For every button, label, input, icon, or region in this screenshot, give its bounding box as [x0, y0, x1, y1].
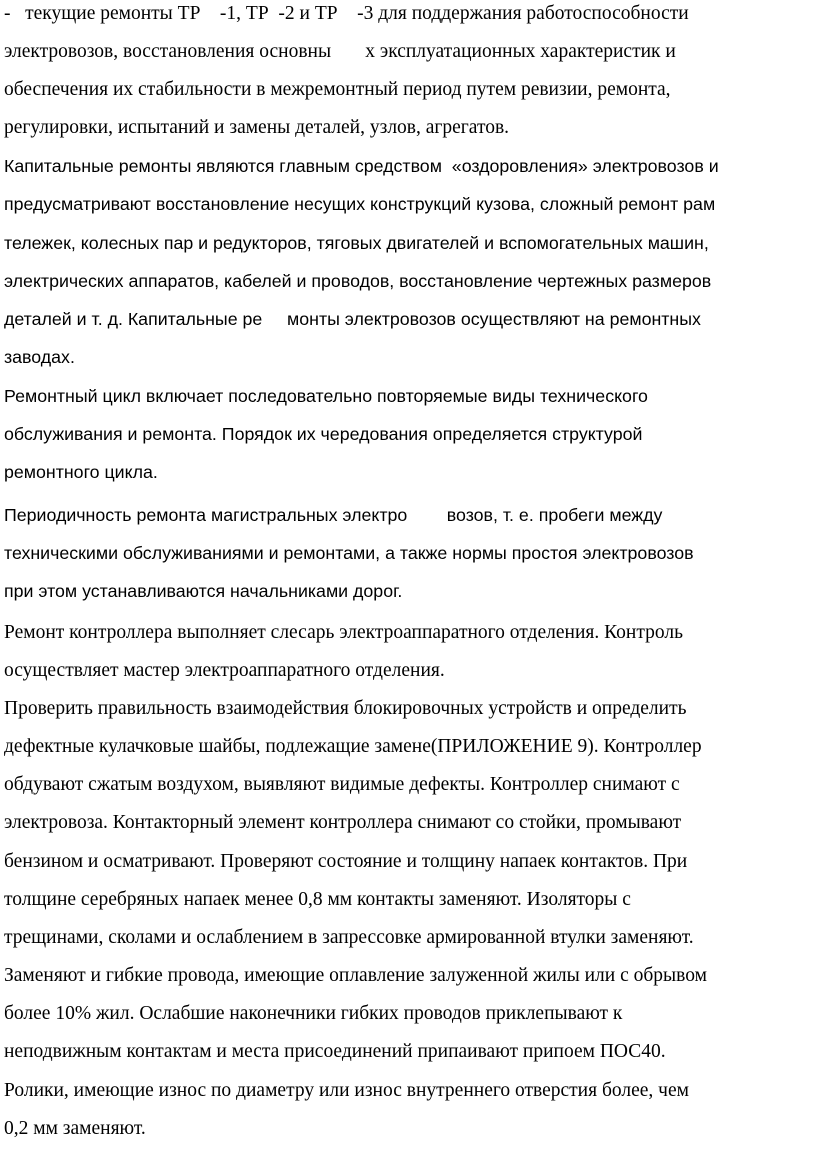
text-line: электровозов, восстановления основны х эксплуатационных характеристик и [4, 41, 676, 62]
text-line: электрических аппаратов, кабелей и проводов, восстановление чертежных размеров [4, 271, 712, 291]
text-line: электровоза. Контакторный элемент контроллера снимают со стойки, промывают [4, 812, 682, 833]
text-line: Заменяют и гибкие провода, имеющие оплавление залуженной жилы или с обрывом [4, 965, 707, 986]
text-line: Ремонтный цикл включает последовательно повторяемые виды технического [4, 386, 648, 406]
text-line: ремонтного цикла. [4, 462, 158, 482]
text-line: неподвижным контактам и места присоединений припаивают припоем ПОС40. [4, 1041, 666, 1062]
text-line: обеспечения их стабильности в межремонтный период путем ревизии, ремонта, [4, 79, 671, 100]
text-line: заводах. [4, 347, 75, 367]
text-line: при этом устанавливаются начальниками дорог. [4, 581, 403, 601]
text-line: техническими обслуживаниями и ремонтами, а также нормы простоя электровозов [4, 543, 694, 563]
text-line: Капитальные ремонты являются главным средством «оздоровления» электровозов и [4, 156, 719, 176]
text-line: 0,2 мм заменяют. [4, 1118, 146, 1139]
text-line: тележек, колесных пар и редукторов, тяговых двигателей и вспомогательных машин, [4, 233, 709, 253]
text-line: обдувают сжатым воздухом, выявляют видимые дефекты. Контроллер снимают с [4, 774, 680, 795]
text-line: Периодичность ремонта магистральных электро возов, т. е. пробеги между [4, 505, 663, 525]
text-line: обслуживания и ремонта. Порядок их чередования определяется структурой [4, 424, 643, 444]
text-line: - текущие ремонты ТР -1, ТР -2 и ТР -3 для поддержания работоспособности [4, 3, 689, 24]
text-line: Ролики, имеющие износ по диаметру или износ внутреннего отверстия более, чем [4, 1080, 689, 1101]
text-line: дефектные кулачковые шайбы, подлежащие замене(ПРИЛОЖЕНИЕ 9). Контроллер [4, 736, 702, 757]
text-line: регулировки, испытаний и замены деталей, узлов, агрегатов. [4, 117, 510, 138]
text-line: бензином и осматривают. Проверяют состояние и толщину напаек контактов. При [4, 851, 688, 872]
text-line: Проверить правильность взаимодействия блокировочных устройств и определить [4, 698, 687, 719]
text-line: трещинами, сколами и ослаблением в запрессовке армированной втулки заменяют. [4, 927, 694, 948]
text-line: предусматривают восстановление несущих конструкций кузова, сложный ремонт рам [4, 194, 716, 214]
text-line: деталей и т. д. Капитальные ре монты электровозов осуществляют на ремонтных [4, 309, 701, 329]
text-line: Ремонт контроллера выполняет слесарь электроаппаратного отделения. Контроль [4, 622, 683, 643]
text-line: толщине серебряных напаек менее 0,8 мм контакты заменяют. Изоляторы с [4, 889, 631, 910]
text-line: осуществляет мастер электроаппаратного отделения. [4, 660, 445, 681]
text-line: более 10% жил. Ослабшие наконечники гибких проводов приклепывают к [4, 1003, 623, 1024]
